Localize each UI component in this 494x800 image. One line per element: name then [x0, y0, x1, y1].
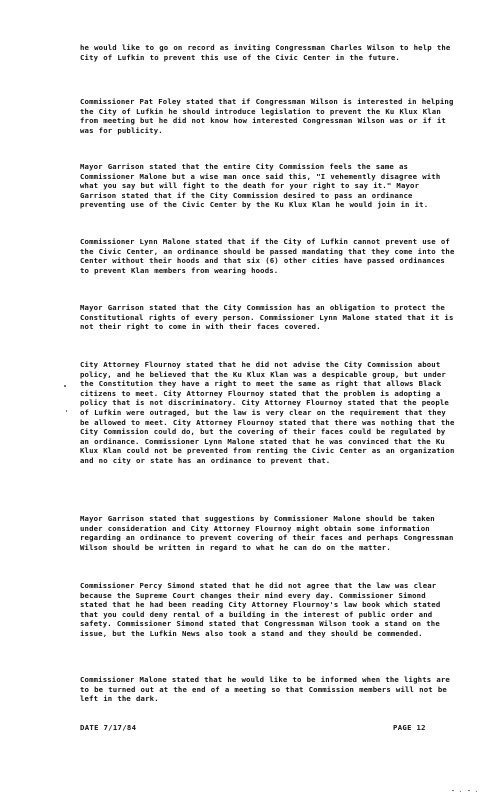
- scan-speck: [468, 790, 470, 791]
- paragraph-7: Mayor Garrison stated that suggestions by Commissioner Malone should be taken under consideration and City Attorney Flournoy might obtain some information regarding an ordinance to prevent covering of their faces and perhaps Congressman Wilson should be written in regard to what he can do on the matter.: [80, 514, 454, 552]
- scan-speck: [476, 791, 477, 792]
- paragraph-1: he would like to go on record as inviting Congressman Charles Wilson to help the City of Lufkin to prevent this use of the Civic Center in the future.: [80, 43, 451, 62]
- scan-speck: [460, 791, 461, 792]
- paragraph-3: Mayor Garrison stated that the entire City Commission feels the same as Commissioner Malone but a wise man once said this, "I vehemently disagree with what you say but will fight to the death for your right to say it." Mayor Garrison stated that if the City Commission desired to pass an ordinance preventing use of the Civic Center by the Ku Klux Klan he would join in it.: [80, 162, 441, 210]
- scan-speck: [66, 410, 67, 412]
- scan-speck: [452, 790, 454, 791]
- footer-date: DATE 7/17/84: [80, 723, 137, 732]
- paragraph-8: Commissioner Percy Simond stated that he did not agree that the law was clear because the Supreme Court changes their mind every day. Commissioner Simond stated that he had been reading City Attorney Flournoy's law book which stated that you could deny rental of a building in the interest of public order and safety. Commissioner Simond stated that Congressman Wilson took a stand on the issue, but the Lufkin News also took a stand and they should be commended.: [80, 581, 441, 638]
- paragraph-5: Mayor Garrison stated that the City Commission has an obligation to protect the Constitutional rights of every person. Commissioner Lynn Malone stated that it is not their right to come in with their faces covered.: [80, 303, 454, 332]
- footer-page-number: PAGE 12: [393, 723, 426, 732]
- scan-speck: [64, 385, 66, 387]
- paragraph-9: Commissioner Malone stated that he would like to be informed when the lights are to be turned out at the end of a meeting so that Commission members will not be left in the dark.: [80, 675, 450, 704]
- paragraph-6: City Attorney Flournoy stated that he did not advise the City Commission about policy, and he believed that the Ku Klux Klan was a despicable group, but under the Constitution they have a right to meet the same as right that allows Black citizens to meet. City Attorney Flournoy stated that the problem is adopting a policy that is not discriminatory. City Attorney Flournoy stated that the people of Lufkin were outraged, but the law is very clear on the requirement that they be allowed to meet. City Attorney Flournoy stated that there was nothing that the City Commission could do, but the covering of their faces could be regulated by an ordinance. Commissioner Lynn Malone stated that he was convinced that the Ku Klux Klan could not be prevented from renting the Civic Center as an organization and no city or state has an ordinance to prevent that.: [80, 360, 455, 465]
- paragraph-2: Commissioner Pat Foley stated that if Congressman Wilson is interested in helping the City of Lufkin he should introduce legislation to prevent the Ku Klux Klan from meeting but he did not know how interested Congressman Wilson was or if it was for publicity.: [80, 97, 454, 135]
- paragraph-4: Commissioner Lynn Malone stated that if the City of Lufkin cannot prevent use of the Civic Center, an ordinance should be passed mandating that they come into the Center without their hoods and that six (6) other cities have passed ordinances to prevent Klan members from wearing hoods.: [80, 237, 455, 275]
